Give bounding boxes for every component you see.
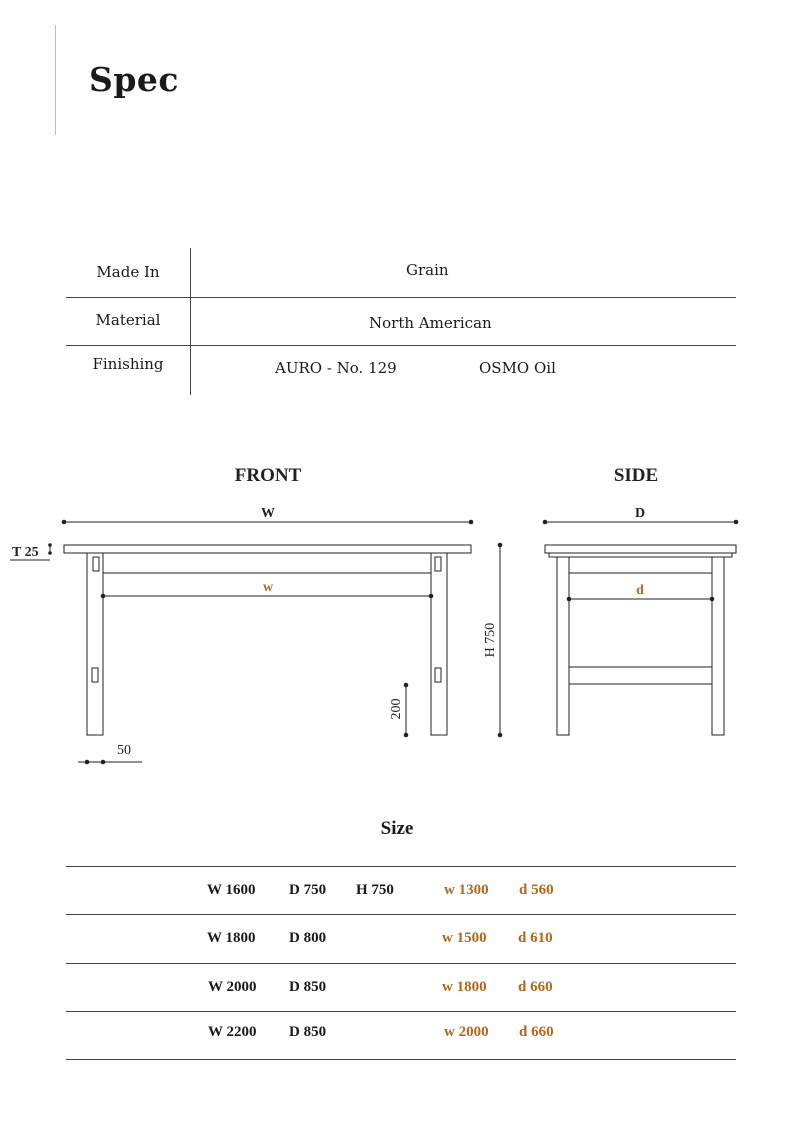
front-mortise-right: [435, 668, 441, 682]
front-tabletop: [64, 545, 471, 553]
size-title: Size: [380, 818, 414, 839]
dim-D-end-right: [734, 520, 739, 525]
front-label: FRONT: [234, 465, 302, 486]
front-leg-left: [87, 553, 103, 735]
front-joint-right: [435, 557, 441, 571]
dim-leg-end-right: [101, 760, 106, 765]
size-row-1-depth: D 750: [289, 882, 327, 898]
dim-leg-end-left: [85, 760, 90, 765]
size-row-4-inner-depth: d 660: [519, 1024, 554, 1040]
size-row-3-width: W 2000: [208, 979, 257, 995]
size-divider-0: [66, 866, 736, 867]
size-row-2-inner-depth: d 610: [518, 930, 553, 946]
dim-D-end-left: [543, 520, 548, 525]
size-row-1-inner-depth: d 560: [519, 882, 554, 898]
size-row-1-height: H 750: [356, 882, 394, 898]
dim-leg-label: 50: [117, 743, 131, 758]
side-leg-left: [557, 557, 569, 735]
size-divider-1: [66, 914, 736, 915]
side-top-edge: [549, 553, 732, 557]
spec-value-material: North American: [369, 314, 492, 332]
front-mortise-left: [92, 668, 98, 682]
table-drawing: [0, 455, 794, 775]
side-label: SIDE: [613, 465, 659, 486]
size-row-4-depth: D 850: [289, 1024, 327, 1040]
size-row-4-width: W 2200: [208, 1024, 257, 1040]
dim-w-end-left: [101, 594, 106, 599]
spec-label-material: Material: [95, 311, 161, 329]
side-leg-right: [712, 557, 724, 735]
size-row-3-inner-width: w 1800: [442, 979, 487, 995]
dim-H-end-top: [498, 543, 503, 548]
size-row-4-inner-width: w 2000: [444, 1024, 489, 1040]
size-row-3-inner-depth: d 660: [518, 979, 553, 995]
size-row-2-width: W 1800: [207, 930, 256, 946]
spec-value-finishing-auro: AURO - No. 129: [275, 359, 397, 377]
dim-H-label: H 750: [483, 622, 498, 658]
spec-label-finishing: Finishing: [92, 355, 164, 373]
dim-W-end-left: [62, 520, 67, 525]
dim-D-label: D: [634, 506, 646, 521]
side-tabletop: [545, 545, 736, 553]
dim-T-end-top: [48, 543, 52, 547]
size-row-1-width: W 1600: [207, 882, 256, 898]
spec-value-made-in: Grain: [406, 261, 449, 279]
dim-W-label: W: [261, 506, 275, 521]
size-divider-4: [66, 1059, 736, 1060]
size-row-1-inner-width: w 1300: [444, 882, 489, 898]
size-divider-3: [66, 1011, 736, 1012]
spec-table: [66, 248, 736, 395]
dim-d-end-left: [567, 597, 572, 602]
size-row-3-depth: D 850: [289, 979, 327, 995]
front-leg-right: [431, 553, 447, 735]
spec-divider-row1: [66, 297, 736, 298]
dim-w-end-right: [429, 594, 434, 599]
dim-W-end-right: [469, 520, 474, 525]
spec-divider-row2: [66, 345, 736, 346]
size-row-2-depth: D 800: [289, 930, 327, 946]
spec-divider-vertical: [190, 248, 191, 395]
dim-d-label: d: [636, 583, 644, 598]
spec-label-made-in: Made In: [96, 263, 160, 281]
title-accent-bar: [55, 25, 56, 135]
dim-T-label: T 25: [12, 545, 39, 560]
side-stretcher: [569, 667, 712, 684]
front-joint-left: [93, 557, 99, 571]
dim-d-end-right: [710, 597, 715, 602]
size-divider-2: [66, 963, 736, 964]
dim-T-end-bottom: [48, 551, 52, 555]
dim-H-end-bottom: [498, 733, 503, 738]
dim-stretcher-end-top: [404, 683, 409, 688]
page-title: Spec: [89, 60, 179, 99]
dim-w-label: w: [262, 580, 274, 595]
dim-stretcher-end-bottom: [404, 733, 409, 738]
size-row-2-inner-width: w 1500: [442, 930, 487, 946]
spec-value-finishing-osmo: OSMO Oil: [479, 359, 556, 377]
dim-stretcher-label: 200: [389, 698, 404, 720]
